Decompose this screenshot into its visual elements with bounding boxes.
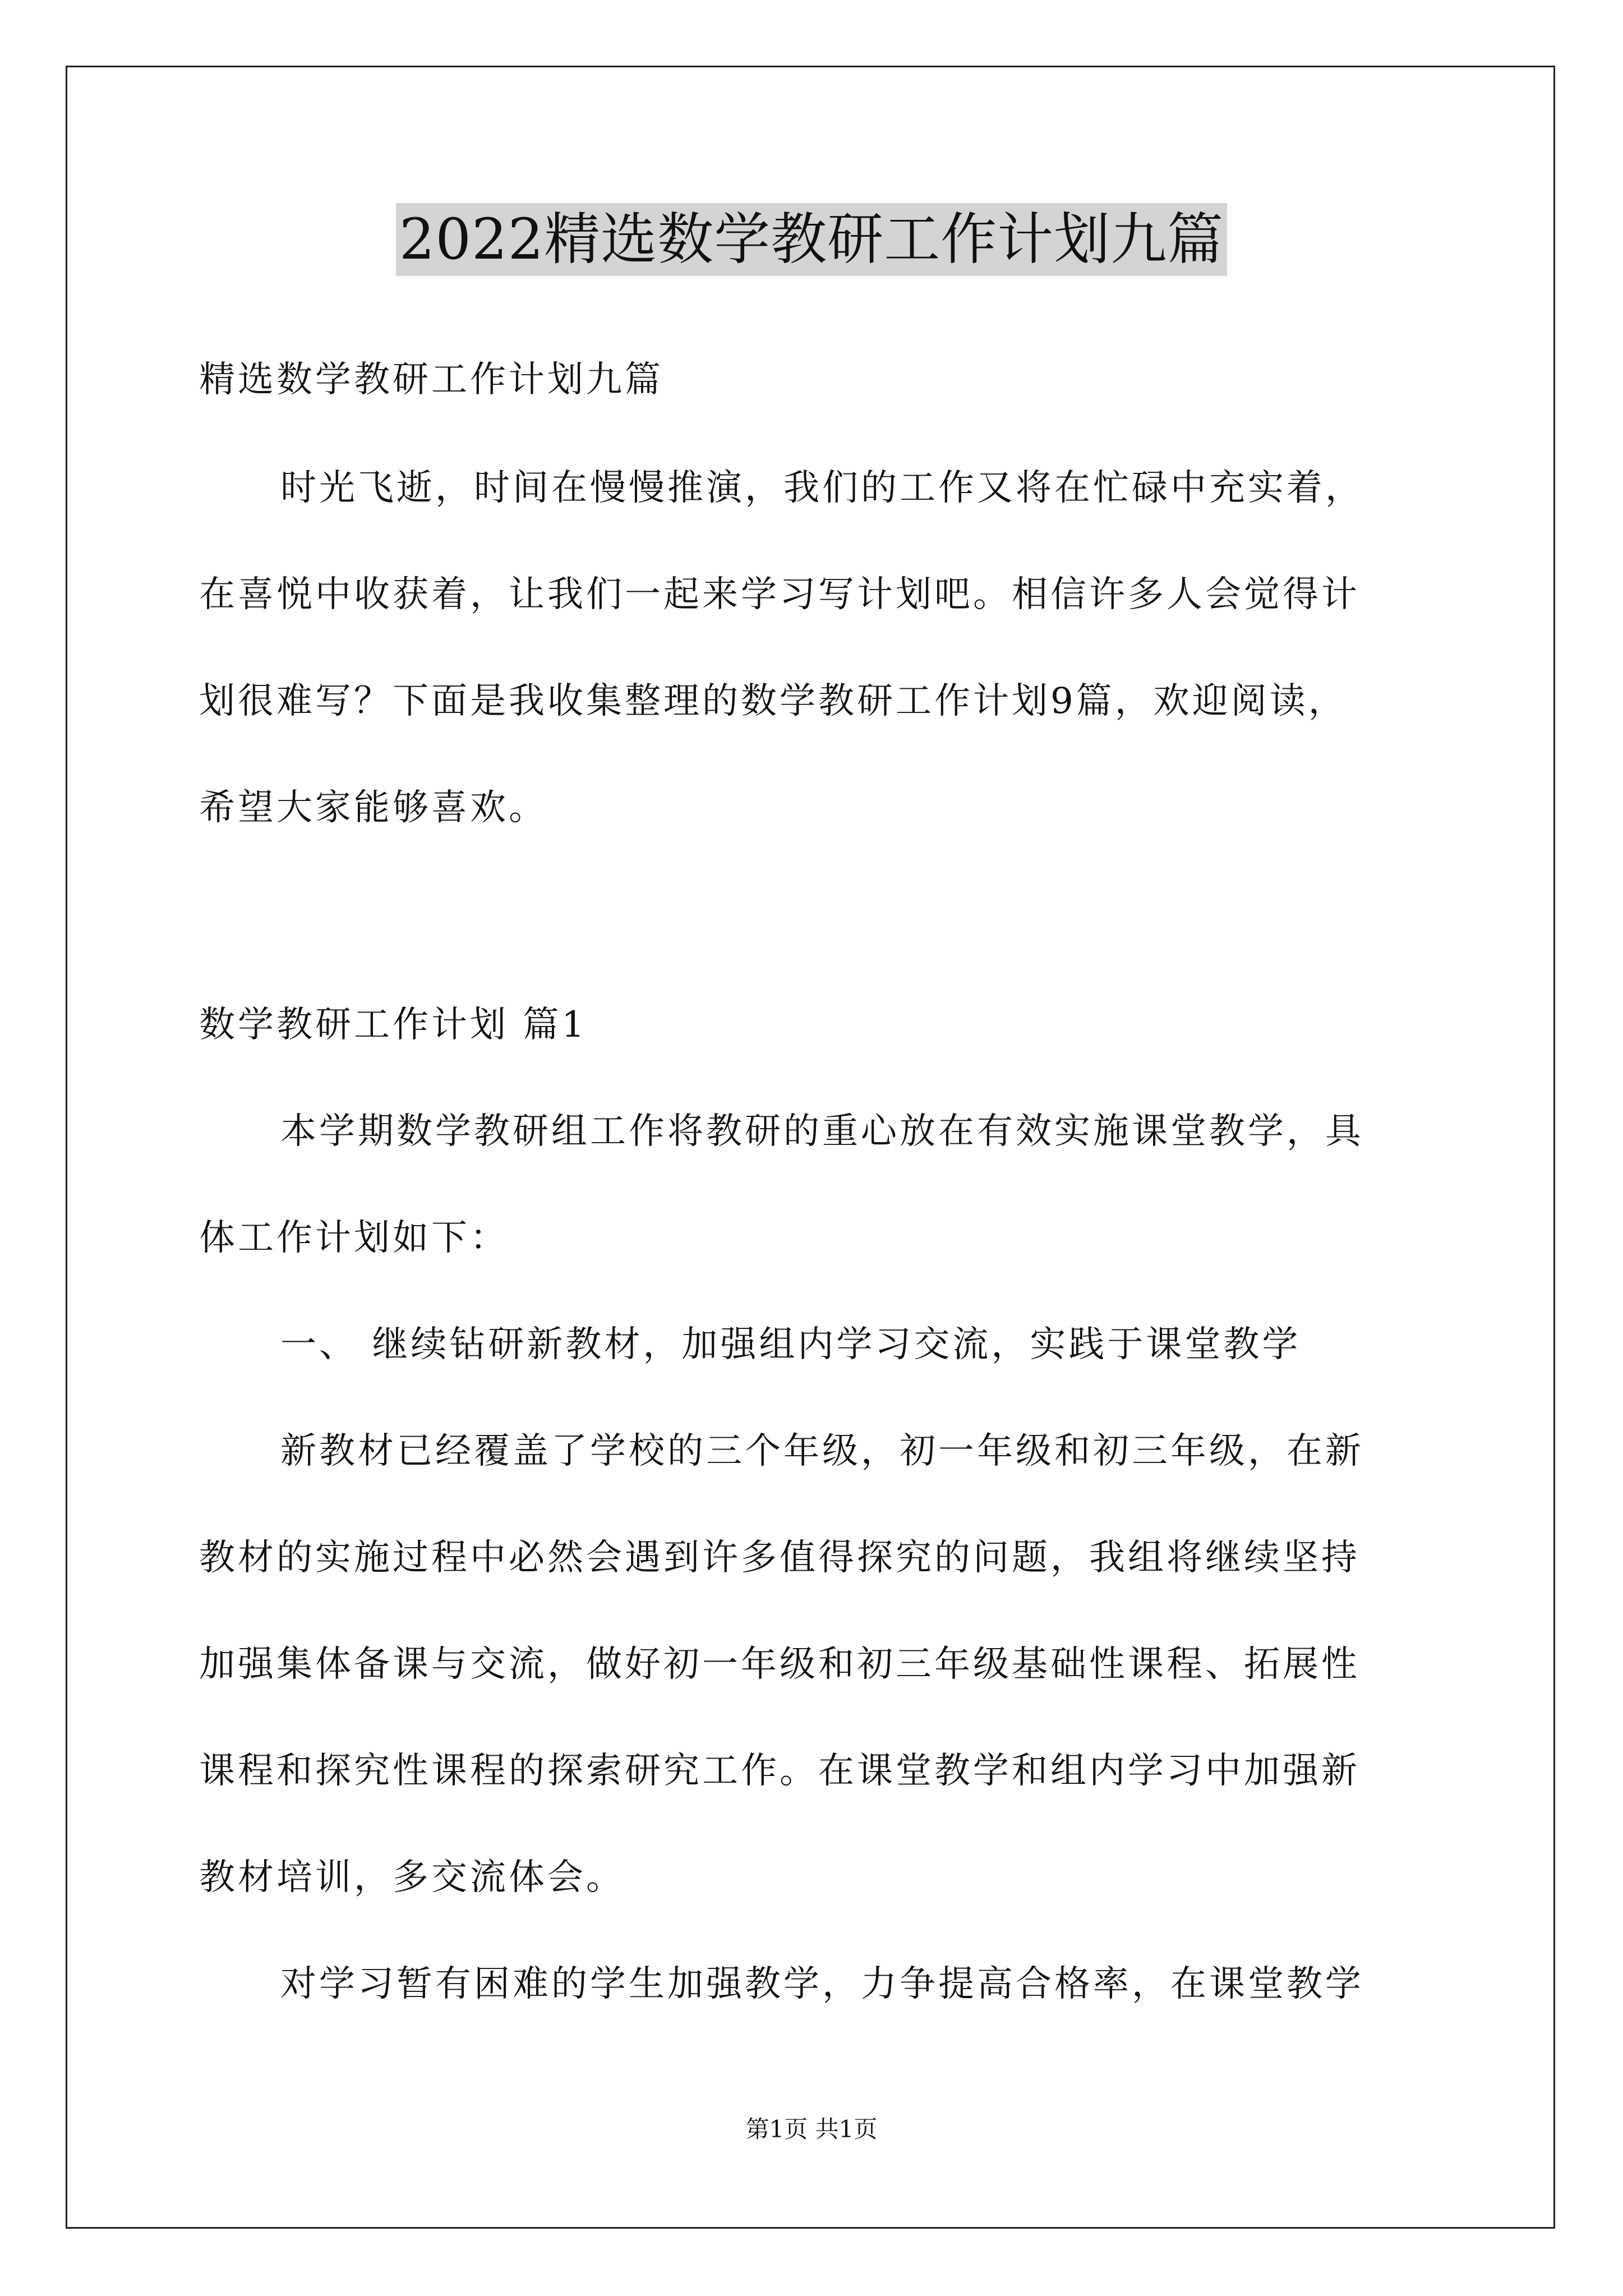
paragraph-line: 时光飞逝，时间在慢慢推演，我们的工作又将在忙碌中充实着，	[280, 467, 1364, 509]
paragraph-line: 体工作计划如下：	[199, 1217, 509, 1259]
section-heading: 数学教研工作计划 篇1	[199, 1004, 588, 1046]
paragraph-line: 对学习暂有困难的学生加强教学，力争提高合格率，在课堂教学	[280, 1963, 1364, 2005]
list-item-heading: 一、 继续钻研新教材，加强组内学习交流，实践于课堂教学	[280, 1324, 1301, 1365]
paragraph-line: 教材培训，多交流体会。	[199, 1857, 625, 1898]
subtitle-line: 精选数学教研工作计划九篇	[199, 359, 663, 401]
paragraph-line: 教材的实施过程中必然会遇到许多值得探究的问题，我组将继续坚持	[199, 1537, 1360, 1579]
page-footer: 第1页 共1页	[745, 2115, 878, 2143]
paragraph-line: 划很难写？下面是我收集整理的数学教研工作计划9篇，欢迎阅读，	[199, 680, 1347, 722]
paragraph-line: 新教材已经覆盖了学校的三个年级，初一年级和初三年级，在新	[280, 1430, 1364, 1472]
paragraph-line: 课程和探究性课程的探索研究工作。在课堂教学和组内学习中加强新	[199, 1750, 1360, 1792]
title-container	[0, 203, 1623, 276]
document-title: 2022精选数学教研工作计划九篇	[396, 203, 1228, 276]
paragraph-line: 加强集体备课与交流，做好初一年级和初三年级基础性课程、拓展性	[199, 1644, 1360, 1685]
paragraph-line: 希望大家能够喜欢。	[199, 787, 547, 829]
paragraph-line: 在喜悦中收获着，让我们一起来学习写计划吧。相信许多人会觉得计	[199, 574, 1360, 615]
paragraph-line: 本学期数学教研组工作将教研的重心放在有效实施课堂教学，具	[280, 1111, 1364, 1152]
